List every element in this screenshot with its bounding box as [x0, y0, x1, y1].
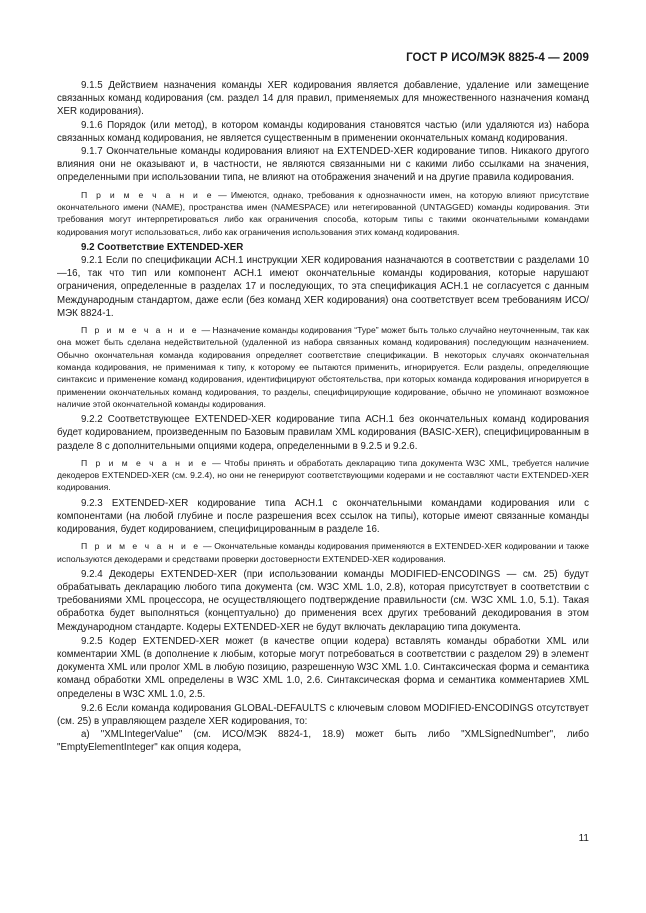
paragraph-9-2-5: 9.2.5 Кодер EXTENDED-XER может (в качестве опции кодера) вставлять команды обработки XML или комментарии XML (в дополнение к любым, которые могут потребоваться в соответствии с разделом 29) в элемент документа XML или пролог XML в любую позицию, разрешенную W3C XML 1.0. Синтаксическая форма и семантика команд обработки XML определены в W3C XML 1.0, 2.6. Синтаксическая форма и семантика комментариев XML определены в W3C XML 1.0, 2.5. — [57, 635, 589, 700]
document-body — [57, 79, 589, 755]
note-1 — [57, 189, 589, 238]
note-4 — [57, 540, 589, 565]
paragraph-9-2-2: 9.2.2 Соответствующее EXTENDED-XER кодирование типа АСН.1 без окончательных команд кодирования будет кодированием, произведенным по Базовым правилам XML кодирования (BASIC-XER), специфицированным в разделе 8 с дополнительными опциями кодера, определенными в 9.2.5 и 9.2.6. — [57, 414, 589, 452]
paragraph-9-2-4: 9.2.4 Декодеры EXTENDED-XER (при использовании команды MODIFIED-ENCODINGS — см. 25) будут обрабатывать декларацию любого типа документа (см. W3C XML 1.0, 2.8), которая присутствует в соответствии с требованиями XML процессора, не осуществляющего подтверждение правильности (см. W3C XML 1.0, 5.1). Такая обработка будет выполняться (концептуально) до применения всех других требований декодирования в этом Международном стандарте. Кодеры EXTENDED-XER не будут включать декларацию типа документа. — [57, 568, 589, 633]
note-text: — Чтобы принять и обработать декларацию типа документа W3C XML, требуется наличие декодеров EXTENDED-XER (см. 9.2.4), но они не генерируют соответствующими кодерами и не составляют части EXTENDED-XER кодирования. — [57, 457, 589, 493]
page-number: 11 — [578, 833, 589, 844]
paragraph-9-2-1: 9.2.1 Если по спецификации АСН.1 инструкции XER кодирования назначаются в соответствии с разделами 10—16, так что тип или компонент АСН.1 имеют окончательные команды кодирования, которые нарушают ограничения, определенные в разделах 17 и последующих, то эта спецификация АСН.1 не согласуется с данным Международным стандартом, даже если (без команд XER кодирования) она соответствует всем требованиям ИСО/МЭК 8824-1. — [57, 255, 589, 319]
paragraph-9-2-6: 9.2.6 Если команда кодирования GLOBAL-DEFAULTS с ключевым словом MODIFIED-ENCODINGS отсутствует (см. 25) в управляющем разделе XER кодирования, то: — [57, 702, 589, 728]
paragraph-9-2-3: 9.2.3 EXTENDED-XER кодирование типа АСН.1 с окончательными командами кодирования или с компонентами (на любой глубине и после разрешения всех ссылок на типы), которые имеют связанные команды кодирования, будет кодированием, специфицированным в разделе 16. — [57, 497, 589, 536]
paragraph-9-1-6: 9.1.6 Порядок (или метод), в котором команды кодирования становятся частью (или удаляются из) набора связанных команд кодирования, не является существенным в применении окончательных команд кодирования. — [57, 119, 589, 144]
section-heading-9-2: 9.2 Соответствие EXTENDED-XER — [81, 241, 244, 253]
paragraph-9-1-7: 9.1.7 Окончательные команды кодирования влияют на EXTENDED-XER кодирование типов. Никакого другого влияния они не оказывают и, в частности, не являются связанными ни с какими либо ссылками на значения, определенными при использовании типа, не влияют на отображения значений и на другие правила кодирования. — [57, 146, 589, 184]
note-3 — [57, 457, 589, 494]
note-text: — Окончательные команды кодирования применяются в EXTENDED-XER кодировании и также используются декодерами и средствами проверки достоверности EXTENDED-XER кодирования. — [57, 541, 589, 564]
standard-header: ГОСТ Р ИСО/МЭК 8825-4 — 2009 — [406, 52, 589, 64]
note-label: П р и м е ч а н и е — [81, 457, 209, 468]
note-text: — Назначение команды кодирования “Type” может быть только случайно неуточненным, так как она может быть сделана недействительной (удаленной из набора связанных команд кодирования) последующим назначением. Обычно окончательная команда кодирования определяет соответствие спецификации. В некоторых случаях окончательная команда кодирования, не применимая к типу, к которому ее пытаются применить, игнорируется. Если разделы, определяющие синтаксис и применение команд кодирования, идентифицируют обстоятельства, при которых команда кодирования игнорируется в применении окончательных команд кодирования, то разделы, специфицирующие кодирование, обычно не упоминают возможное наличие этой окончательной команды кодирования. — [57, 325, 589, 409]
paragraph-9-1-5: 9.1.5 Действием назначения команды XER кодирования является добавление, удаление или замещение связанных команд кодирования (см. раздел 14 для правил, применяемых для множественного назначения команд XER кодирования). — [57, 80, 589, 118]
note-label: П р и м е ч а н и е — [81, 325, 199, 336]
list-item-a: a) "XMLIntegerValue" (см. ИСО/МЭК 8824-1, 18.9) может быть либо "XMLSignedNumber", либо "EmptyElementInteger" как опция кодера, — [57, 729, 589, 754]
note-label: П р и м е ч а н и е — [81, 189, 214, 200]
note-text: — Имеются, однако, требования к однозначности имен, на которую влияют присутствие окончательного имени (NAME), пространства имен (NAMESPACE) или нетегированной (UNTAGGED) команды кодирования. Эти требования могут интерпретироваться либо как ограничения способа, которым типы с такими окончательными командами кодирования могут использоваться, либо как ограничения использования этих команд кодирования. — [57, 189, 589, 237]
note-label: П р и м е ч а н и е — [81, 541, 201, 552]
note-2 — [57, 324, 589, 410]
